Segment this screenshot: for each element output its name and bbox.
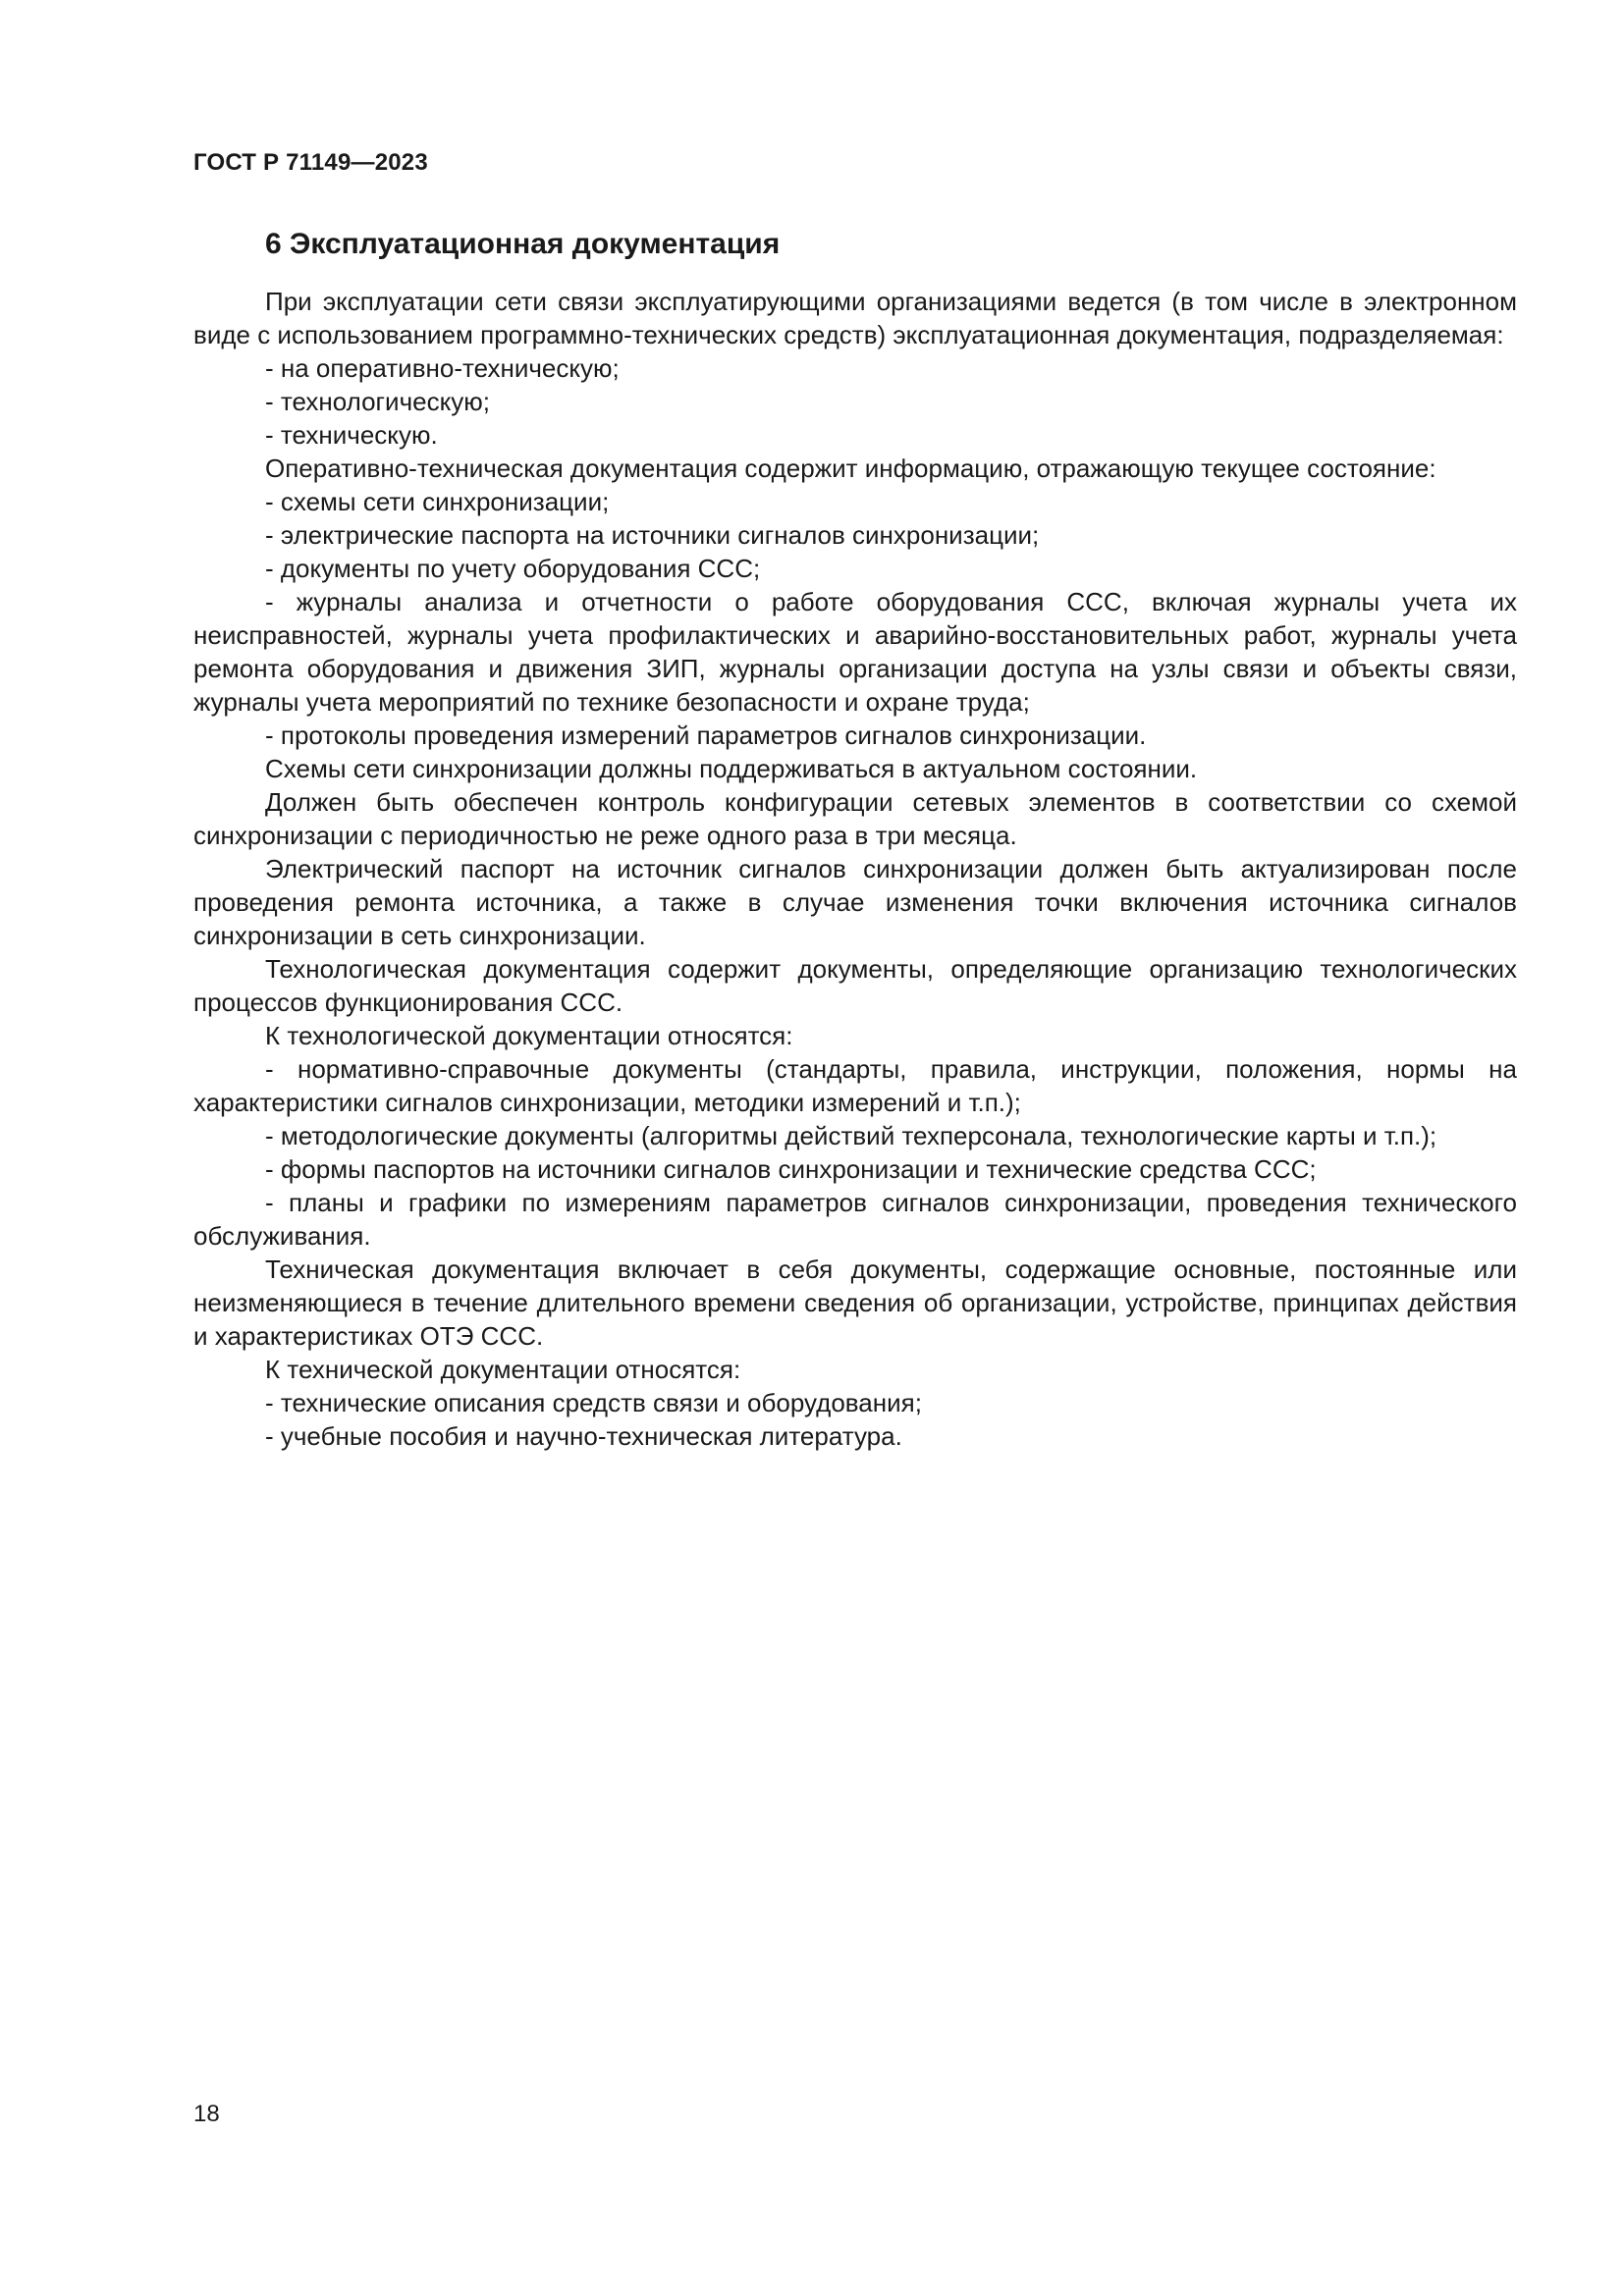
list-item: - технические описания средств связи и оборудования; (265, 1388, 922, 1417)
list-item: - протоколы проведения измерений параметров сигналов синхронизации. (265, 721, 1147, 750)
list-item: - формы паспортов на источники сигналов синхронизации и технические средства ССС; (265, 1154, 1317, 1184)
list-item: - планы и графики по измерениям параметров сигналов синхронизации, проведения технического обслуживания. (193, 1188, 1517, 1251)
list-item: - схемы сети синхронизации; (265, 487, 610, 516)
list-item: - на оперативно-техническую; (265, 353, 620, 383)
list-item: - методологические документы (алгоритмы действий техперсонала, технологические карты и т.п.); (265, 1121, 1437, 1150)
paragraph: Технологическая документация содержит документы, определяющие организацию технологических процессов функционирования ССС. (193, 954, 1517, 1017)
list-item: - технологическую; (265, 387, 490, 416)
paragraph: Электрический паспорт на источник сигналов синхронизации должен быть актуализирован после проведения ремонта источника, а также в случае изменения точки включения источника сигналов синхронизации в сеть синхронизации. (193, 854, 1517, 950)
page-number: 18 (193, 2101, 220, 2127)
paragraph: К технологической документации относятся: (265, 1021, 793, 1050)
paragraph: Должен быть обеспечен контроль конфигурации сетевых элементов в соответствии со схемой синхронизации с периодичностью не реже одного раза в три месяца. (193, 787, 1517, 850)
paragraph: Техническая документация включает в себя документы, содержащие основные, постоянные или неизменяющиеся в течение длительного времени сведения об организации, устройстве, принципах действия и характеристиках ОТЭ ССС. (193, 1255, 1517, 1351)
list-item: - техническую. (265, 420, 438, 450)
paragraph: К технической документации относятся: (265, 1355, 741, 1384)
document-body (193, 285, 1517, 1453)
section-title: 6 Эксплуатационная документация (265, 228, 781, 260)
paragraph: Оперативно-техническая документация содержит информацию, отражающую текущее состояние: (265, 454, 1436, 483)
list-item: - журналы анализа и отчетности о работе оборудования ССС, включая журналы учета их неисправностей, журналы учета профилактических и аварийно-восстановительных работ, журналы учета ремонта оборудования и движения ЗИП, журналы организации доступа на узлы связи и объекты связи, журналы учета мероприятий по технике безопасности и охране труда; (193, 587, 1517, 717)
list-item: - нормативно-справочные документы (стандарты, правила, инструкции, положения, нормы на характеристики сигналов синхронизации, методики измерений и т.п.); (193, 1054, 1517, 1117)
paragraph: При эксплуатации сети связи эксплуатирующими организациями ведется (в том числе в электронном виде с использованием программно-технических средств) эксплуатационная документация, подразделяемая: (193, 287, 1517, 349)
standard-header: ГОСТ Р 71149—2023 (193, 149, 428, 176)
list-item: - документы по учету оборудования ССС; (265, 554, 761, 583)
paragraph: Схемы сети синхронизации должны поддерживаться в актуальном состоянии. (265, 754, 1198, 783)
list-item: - учебные пособия и научно-техническая литература. (265, 1421, 902, 1451)
list-item: - электрические паспорта на источники сигналов синхронизации; (265, 520, 1040, 550)
